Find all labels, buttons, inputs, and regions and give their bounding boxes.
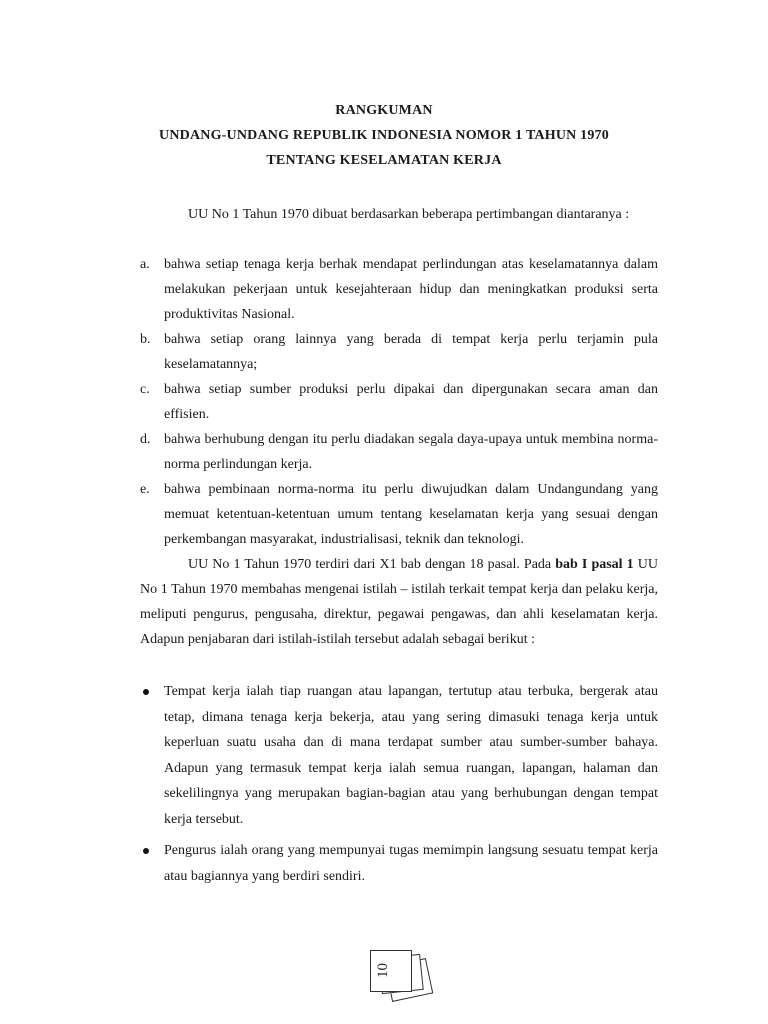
list-item xyxy=(140,679,658,832)
definition-text: Pengurus ialah orang yang mempunyai tugas memimpin langsung sesuatu tempat kerja atau bagiannya yang berdiri sendiri. xyxy=(164,843,658,884)
list-marker: b. xyxy=(140,332,151,347)
page-number-badge xyxy=(366,950,436,1002)
intro-text: UU No 1 Tahun 1970 dibuat berdasarkan beberapa pertimbangan diantaranya : xyxy=(188,207,630,222)
definitions-list xyxy=(140,679,658,889)
bullet-icon xyxy=(143,848,149,854)
document-title: RANGKUMAN xyxy=(335,103,433,118)
document-subtitle-topic: TENTANG KESELAMATAN KERJA xyxy=(266,153,502,168)
bullet-icon xyxy=(143,689,149,695)
considerations-list xyxy=(140,252,658,552)
list-item xyxy=(140,377,658,427)
list-item xyxy=(140,252,658,327)
list-item-text: bahwa setiap orang lainnya yang berada di tempat kerja perlu terjamin pula keselamatannya; xyxy=(164,332,658,372)
list-item-text: bahwa berhubung dengan itu perlu diadakan segala daya-upaya untuk membina norma-norma perlindungan kerja. xyxy=(164,432,658,472)
list-marker: a. xyxy=(140,257,150,272)
list-item-text: bahwa setiap sumber produksi perlu dipakai dan dipergunakan secara aman dan effisien. xyxy=(164,382,658,422)
summary-text-start: UU No 1 Tahun 1970 terdiri dari X1 bab dengan 18 pasal. Pada xyxy=(188,557,556,572)
definition-text: Tempat kerja ialah tiap ruangan atau lapangan, tertutup atau terbuka, bergerak atau tetap, dimana tenaga kerja bekerja, atau yang sering dimasuki tenaga kerja untuk keperluan suatu usaha dan di mana terdapat sumber atau sumber-sumber bahaya. Adapun yang termasuk tempat kerja ialah semua ruangan, lapangan, halaman dan sekelilingnya yang merupakan bagian-bagian atau yang berhubungan dengan tempat kerja tersebut. xyxy=(164,684,658,827)
summary-bold-reference: bab I pasal 1 xyxy=(555,557,634,572)
intro-paragraph xyxy=(140,202,658,227)
list-marker: c. xyxy=(140,382,150,397)
list-item xyxy=(140,427,658,477)
list-marker: e. xyxy=(140,482,150,497)
summary-paragraph xyxy=(140,552,658,652)
list-item xyxy=(140,327,658,377)
list-item-text: bahwa setiap tenaga kerja berhak mendapat perlindungan atas keselamatannya dalam melakukan pekerjaan untuk kesejahteraan hidup dan meningkatkan produksi serta produktivitas Nasional. xyxy=(164,257,658,322)
list-item-text: bahwa pembinaan norma-norma itu perlu diwujudkan dalam Undangundang yang memuat ketentuan-ketentuan umum tentang keselamatan kerja yang sesuai dengan perkembangan masyarakat, industrialisasi, teknik dan teknologi. xyxy=(164,482,658,547)
list-marker: d. xyxy=(140,432,151,447)
summary-text-end: UU No 1 Tahun 1970 membahas mengenai istilah – istilah terkait tempat kerja dan pelaku kerja, meliputi pengurus, pengusaha, direktur, pegawai pengawas, dan ahli keselamatan kerja. Adapun penjabaran dari istilah-istilah tersebut adalah sebagai berikut : xyxy=(140,557,658,647)
page-number: 10 xyxy=(375,963,391,978)
list-item xyxy=(140,838,658,889)
document-subtitle: UNDANG-UNDANG REPUBLIK INDONESIA NOMOR 1 TAHUN 1970 xyxy=(159,128,609,143)
list-item xyxy=(140,477,658,552)
